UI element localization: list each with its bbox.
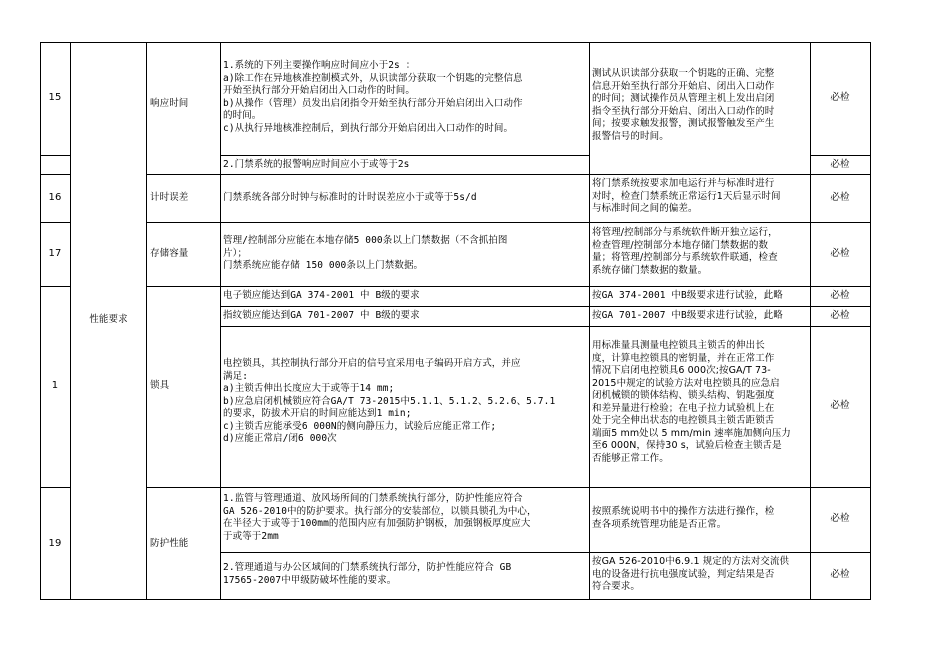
requirement-text: 1.监管与管理通道、放风场所间的门禁系统执行部分，防护性能应符合 GA 526-2010中的防护要求。执行部分的安装部位，以锁具锁孔为中心， 在半径大于或等于100mm的范围内应有加强防护钢板，加强钢板厚度应大 于或等于2mm <box>223 493 537 542</box>
check-type: 必检 <box>830 513 850 524</box>
requirement-text: 管理/控制部分应能在本地存储5 000条以上门禁数据（不含抓拍图 片）； 门禁系统应能存储 150 000条以上门禁数据。 <box>223 235 508 271</box>
requirement-text: 1.系统的下列主要操作响应时间应小于2s ： a)除工作在异地核准控制模式外，从识读部分获取一个钥匙的完整信息 开始至执行部分开始启闭出入口动作的时间。 b)从操作（管理）员发出启闭指令开始至执行部分开始启闭出入口动作 的时间。 c)从执行异地核准控制后，到执行部分开始启闭出入口动作的时间。 <box>223 60 523 134</box>
check-type: 必检 <box>830 192 850 203</box>
check-type: 必检 <box>830 92 850 103</box>
check-type: 必检 <box>830 569 850 580</box>
table-border <box>146 174 871 175</box>
table-border <box>146 487 871 488</box>
requirement-text: 门禁系统各部分时钟与标准时的计时误差应小于或等于5s/d <box>223 192 477 203</box>
table-border <box>40 174 71 175</box>
table-border <box>146 286 871 287</box>
item-name: 存储容量 <box>150 248 189 259</box>
test-method-text: 按照系统说明书中的操作方法进行操作，检 查各项系统管理功能是否正常。 <box>592 506 775 530</box>
table-border <box>40 222 71 223</box>
row-number: 16 <box>48 192 62 203</box>
requirement-text: 指纹锁应能达到GA 701-2007 中 B级的要求 <box>223 310 420 321</box>
test-method-text: 按GA 374-2001 中B级要求进行试验，此略 <box>592 290 783 301</box>
check-type: 必检 <box>830 290 850 301</box>
row-number: 1 <box>51 380 59 391</box>
test-method-text: 将门禁系统按要求加电运行并与标准时进行 对时，检查门禁系统正常运行1天后显示时间 与标准时间之间的偏差。 <box>592 178 781 214</box>
table-border <box>146 42 147 600</box>
requirement-text: 电控锁具，其控制执行部分开启的信号宜采用电子编码开启方式，并应 满足: a)主锁舌伸出长度应大于或等于14 mm; b)应急启闭机械锁应符合GA/T 73-2015中5.1.1、5.1.2、5.2.6、5.7.1 的要求，防拔术开启的时间应能达到1 min; c)主锁舌应能承受6 000N的侧向静压力，试验后应能正常工作; d)应能正常启/闭6 000次 <box>223 358 556 444</box>
test-method-text: 用标准量具测量电控锁具主锁舌的伸出长 度，计算电控锁具的密钥量，并在正常工作 情况下启闭电控锁具6 000次;按GA/T 73- 2015中规定的试验方法对电控锁具的应急启 闭机械锁的锁体结构、锁头结构、钥匙强度 和差异量进行检验；在电子拉力试验机上在 处于完全伸出状态的电控锁具主锁舌距锁舌 端面5 mm处以 5 mm/min 速率施加侧向压力 至6 000N，保持30 s，试验后检查主锁舌是 否能够正常工作。 <box>592 340 791 464</box>
table-border <box>220 306 871 307</box>
row-number: 17 <box>48 248 62 259</box>
row-number: 15 <box>48 92 62 103</box>
table-border <box>870 42 871 600</box>
item-name: 防护性能 <box>150 538 189 549</box>
test-method-text: 按GA 701-2007 中B级要求进行试验，此略 <box>592 310 783 321</box>
check-type: 必检 <box>830 400 850 411</box>
table-border <box>589 42 590 600</box>
table-border <box>220 552 871 553</box>
item-name: 锁具 <box>150 380 170 391</box>
requirement-text: 电子锁应能达到GA 374-2001 中 B级的要求 <box>223 290 420 301</box>
item-name: 响应时间 <box>150 98 189 109</box>
row-number: 19 <box>48 538 62 549</box>
requirement-text: 2.管理通道与办公区域间的门禁系统执行部分，防护性能应符合 GB 17565-2007中甲级防破坏性能的要求。 <box>223 562 512 586</box>
table-border <box>810 155 871 156</box>
test-method-text: 按GA 526-2010中6.9.1 规定的方法对交流供 电的设备进行抗电强度试验，判定结果是否 符合要求。 <box>592 556 790 592</box>
requirement-text: 2.门禁系统的报警响应时间应小于或等于2s <box>223 159 410 170</box>
table-border <box>40 42 41 600</box>
table-border <box>40 155 71 156</box>
check-type: 必检 <box>830 310 850 321</box>
check-type: 必检 <box>830 248 850 259</box>
table-border <box>40 599 871 600</box>
group-label: 性能要求 <box>89 314 128 325</box>
table-border <box>40 487 71 488</box>
test-method-text: 测试从识读部分获取一个钥匙的正确、完整 信息开始至执行部分开始启、闭出入口动作 的时间；测试操作员从管理主机上发出启闭 指令至执行部分开始启、闭出入口动作的时 间；按要求触发报警，测试报警触发至产生 报警信号的时间。 <box>592 68 775 142</box>
table-border <box>220 42 221 600</box>
table-border <box>40 42 871 43</box>
table-border <box>220 326 871 327</box>
table-border <box>40 286 71 287</box>
table-border <box>220 155 590 156</box>
check-type: 必检 <box>830 159 850 170</box>
table-border <box>146 222 871 223</box>
item-name: 计时误差 <box>150 192 189 203</box>
test-method-text: 将管理/控制部分与系统软件断开独立运行， 检查管理/控制部分本地存储门禁数据的数 量；将管理/控制部分与系统软件联通，检查 系统存储门禁数据的数量。 <box>592 227 778 276</box>
